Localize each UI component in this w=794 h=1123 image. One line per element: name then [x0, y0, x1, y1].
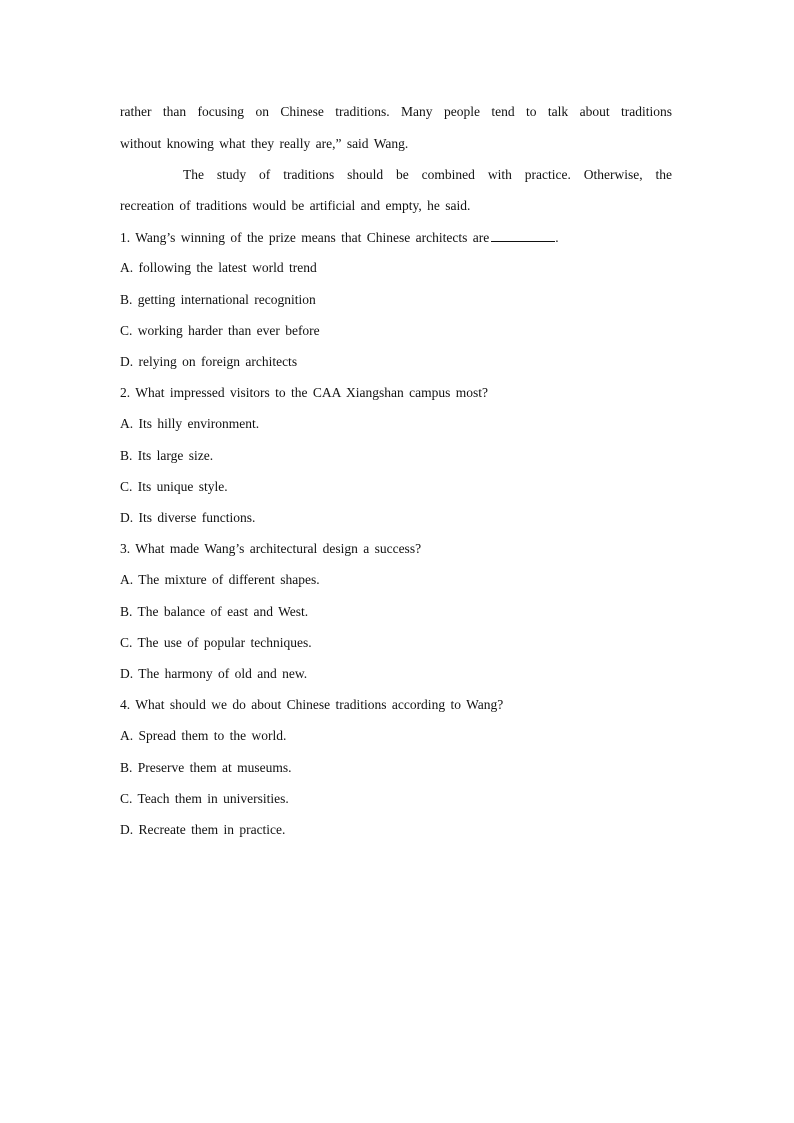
question-1-text: 1. Wang’s winning of the prize means that Chinese architects are	[120, 230, 490, 245]
question-1-option-a: A. following the latest world trend	[120, 260, 317, 275]
question-2-option-d: D. Its diverse functions.	[120, 510, 256, 525]
question-2-option-a: A. Its hilly environment.	[120, 416, 260, 431]
passage-line-3: The study of traditions should be combined with practice. Otherwise, the	[183, 167, 672, 182]
question-2-stem: 2. What impressed visitors to the CAA Xiangshan campus most?	[120, 385, 488, 400]
question-4-stem: 4. What should we do about Chinese traditions according to Wang?	[120, 697, 504, 712]
question-3-option-a: A. The mixture of different shapes.	[120, 572, 320, 587]
question-1-option-d: D. relying on foreign architects	[120, 354, 298, 369]
question-4-option-c: C. Teach them in universities.	[120, 791, 289, 806]
question-3-option-c: C. The use of popular techniques.	[120, 635, 312, 650]
question-4-option-b: B. Preserve them at museums.	[120, 760, 292, 775]
question-1-stem	[120, 229, 559, 246]
question-4-option-a: A. Spread them to the world.	[120, 728, 287, 743]
question-3-option-b: B. The balance of east and West.	[120, 604, 309, 619]
passage-line-4: recreation of traditions would be artificial and empty, he said.	[120, 198, 471, 213]
question-4-option-d: D. Recreate them in practice.	[120, 822, 286, 837]
passage-line-2: without knowing what they really are,” said Wang.	[120, 136, 409, 151]
question-2-option-b: B. Its large size.	[120, 448, 214, 463]
question-2-option-c: C. Its unique style.	[120, 479, 228, 494]
question-3-option-d: D. The harmony of old and new.	[120, 666, 308, 681]
question-1-option-c: C. working harder than ever before	[120, 323, 320, 338]
question-1-stem-end: .	[555, 230, 559, 245]
question-1-option-b: B. getting international recognition	[120, 292, 316, 307]
passage-line-1: rather than focusing on Chinese traditions. Many people tend to talk about traditions	[120, 104, 672, 119]
answer-blank	[491, 229, 555, 242]
question-3-stem: 3. What made Wang’s architectural design a success?	[120, 541, 422, 556]
